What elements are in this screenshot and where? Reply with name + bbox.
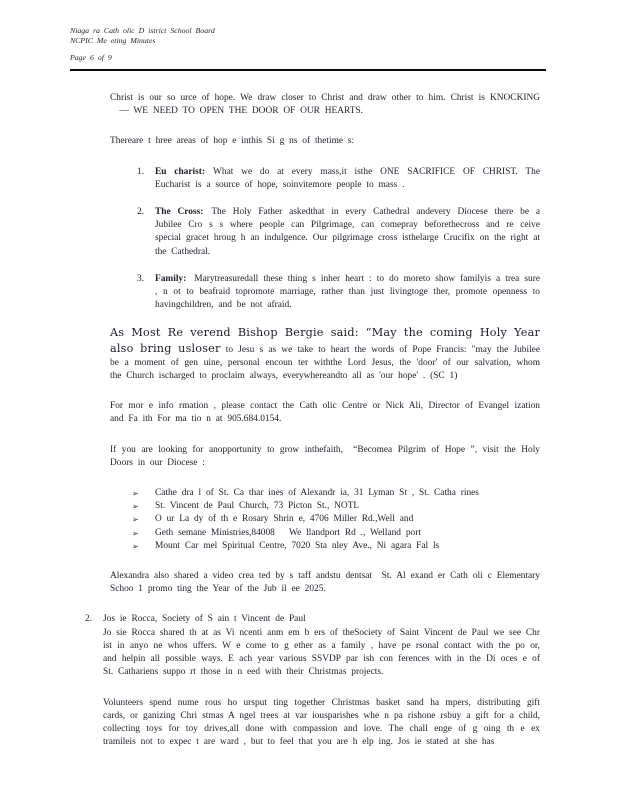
header-page-number: Page 6 of 9	[70, 53, 112, 63]
header-subtitle: NCPIC Me eting Minutes	[70, 35, 156, 45]
list-item-cathedral	[132, 487, 540, 500]
paragraph-christ-hope: Christ is our so urce of hope. We draw closer to Christ and draw other to him. Christ is KNOCKING — WE NEED TO OPEN THE DOOR OF OUR HEARTS.	[110, 93, 540, 117]
page-header	[70, 26, 546, 63]
list-item-label: Eu charist:	[155, 166, 206, 177]
list-number: 3.	[137, 273, 145, 284]
arrow-bullet-icon: ➢	[132, 541, 139, 551]
list-item-mount-carmel	[132, 540, 540, 553]
list-item-gethsemane	[132, 527, 540, 540]
document-body	[85, 92, 540, 749]
list-item-label: The Cross:	[155, 207, 204, 218]
list-item-text: St. Vincent de Paul Church, 73 Picton St., NOTL	[155, 501, 360, 512]
section-josie-rocca	[85, 613, 540, 749]
paragraph-contact-info: For mor e info rmation , please contact the Cath olic Centre or Nick Ali, Director of Evangel ization and Fa ith For ma tio n at 905.684.0154.	[110, 401, 540, 425]
paragraph-bishop-quote	[110, 326, 540, 383]
list-item-text	[155, 273, 540, 313]
list-item-eucharist	[137, 166, 540, 192]
arrow-bullet-icon: ➢	[132, 528, 139, 538]
list-item-text	[155, 206, 540, 259]
list-item-rosary-shrine	[132, 513, 540, 526]
arrow-bullet-icon: ➢	[132, 502, 139, 512]
paragraph-pilgrim-of-hope: If you are looking for anopportunity to grow inthefaith, “Becomea Pilgrim of Hope ”, visit the Holy Doors in our Diocese :	[110, 444, 540, 468]
header-board-name: Niaga ra Cath olic D istrict School Board	[70, 26, 215, 35]
list-item-text: O ur La dy of th e Rosary Shrin e, 4706 Miller Rd.,Well and	[155, 514, 414, 525]
list-item-text: Mount Car mel Spiritual Centre, 7020 Sta nley Ave., Ni agara Fal ls	[155, 540, 440, 551]
list-number: 2.	[137, 207, 145, 218]
list-item-family	[137, 273, 540, 313]
list-item-body: What we do at every mass,it isthe ONE SACRIFICE OF CHRIST. The Eucharist is a source of hope, soinvitemore people to mass .	[155, 166, 540, 190]
bishop-quote-rest-text: to Jesu s as we take to heart the words of Pope Francis: "may the Jubilee be a moment of gen uine, personal encoun ter withthe Lord Jesus, the 'door' of our salvation, whom the Church ischarged to proclaim always, everywhereandto all as 'our hope' . (SC 1)	[110, 344, 540, 382]
paragraph-ssvp-intro: Jo sie Rocca shared th at as Vi ncenti anm em b ers of theSociety of Saint Vincent de Paul we see Chr ist in anyo ne whos uffers. W e come to g ether as a family , have pe rsonal contact with the po or, and helpin all possible ways. E ach year various SSVDP par ish con ferences with in the Di oces e of St. Cathariens suppo rt those in n eed with their Christmas projects.	[103, 627, 540, 678]
list-item-text	[155, 166, 540, 192]
bishop-quote-large-text: As Most Re verend Bishop Bergie said: “May the coming Holy Year also bring usloser	[110, 326, 540, 355]
list-number: 1.	[137, 166, 145, 177]
list-item-body: The Holy Father askedthat in every Cathedral andevery Diocese there be a Jubilee Cro s s where people can Pilgrimage, can comepray beforethecross and re ceive special gracet hroug h an indulgence. Our pilgrimage cross isthelarge Crucifix on the right at the Cathedral.	[155, 207, 540, 257]
section-number: 2.	[85, 614, 93, 625]
arrow-bullet-icon: ➢	[132, 515, 139, 525]
paragraph-alexandra-video: Alexandra also shared a video crea ted by s taff andstu dentsat St. Al exand er Cath oli c Elementary Schoo 1 promo ting the Year of the Jub il ee 2025.	[110, 571, 540, 595]
section-heading: Jos ie Rocca, Society of S ain t Vincent de Paul	[103, 614, 306, 625]
paragraph-three-areas: Thereare t hree areas of hop e inthis Si g ns of thetime s:	[110, 136, 355, 147]
list-item-st-vincent-church	[132, 500, 540, 513]
section-jubilee-hope	[110, 92, 540, 596]
holy-doors-list	[132, 487, 540, 553]
section-body	[103, 613, 540, 749]
paragraph-volunteers: Volunteers spend nume rous ho ursput ting together Christmas basket sand ha mpers, distributing gift cards, or ganizing Chri stmas A ngel trees at var iousparishes whe n pa rishone rsbuy a gift for a child, collecting toys for toy drives,all done with compassion and love. The chall enge of g oing th e ex tramileis not to expec t are ward , but to feel that you are h elp ing. Jos ie stated at she has	[103, 697, 540, 748]
arrow-bullet-icon: ➢	[132, 489, 139, 499]
list-item-cross	[137, 206, 540, 259]
list-item-body: Marytreasuredall these thing s inher heart : to do moreto show familyis a trea sure , n ot to beafraid topromote marriage, rather than just livingtoge ther, promote openness to havingchildren, and be not afraid.	[155, 273, 540, 311]
list-item-text: Cathe dra l of St. Ca thar ines of Alexandr ia, 31 Lyman St , St. Catha rines	[155, 488, 479, 499]
list-item-label: Family:	[155, 273, 187, 284]
list-item-text: Geth semane Ministries,84008 We llandport Rd ., Welland port	[155, 527, 421, 538]
header-divider	[70, 69, 546, 71]
